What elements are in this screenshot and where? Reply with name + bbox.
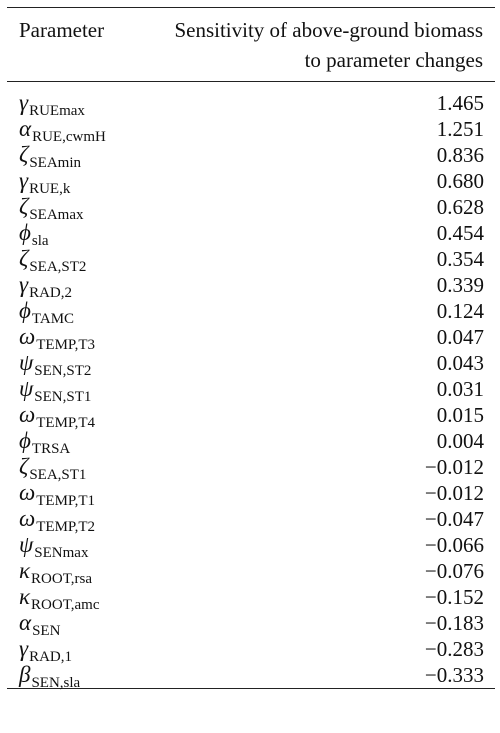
table-row (7, 506, 495, 535)
parameter-subscript: RAD,1 (29, 649, 72, 665)
table-row (7, 480, 495, 509)
parameter-cell (19, 636, 72, 665)
table-row (7, 584, 495, 613)
parameter-subscript: RUEmax (29, 103, 85, 119)
parameter-cell (19, 350, 92, 379)
parameter-symbol: ω (19, 480, 36, 505)
parameter-cell (19, 402, 96, 431)
header-sensitivity-line2: to parameter changes (304, 48, 483, 72)
parameter-cell (19, 272, 72, 301)
sensitivity-value: −0.333 (424, 663, 484, 687)
parameter-subscript: SEN,sla (31, 675, 81, 691)
parameter-symbol: ω (19, 506, 36, 531)
parameter-cell (19, 480, 96, 509)
table-row (7, 116, 495, 145)
sensitivity-value: −0.283 (424, 637, 484, 661)
table-row (7, 220, 495, 249)
sensitivity-value: −0.012 (424, 455, 484, 479)
parameter-symbol: α (19, 116, 32, 141)
table-row (7, 454, 495, 483)
sensitivity-value: 0.354 (436, 247, 484, 271)
table-row (7, 142, 495, 171)
parameter-subscript: TEMP,T4 (36, 415, 96, 431)
parameter-symbol: γ (19, 90, 29, 115)
sensitivity-value: 0.043 (436, 351, 484, 375)
sensitivity-value: 1.251 (436, 117, 484, 141)
table-row (7, 194, 495, 223)
sensitivity-value: −0.076 (424, 559, 484, 583)
parameter-cell (19, 454, 87, 483)
parameter-symbol: ψ (19, 532, 34, 557)
parameter-cell (19, 220, 49, 249)
table-row (7, 532, 495, 561)
table-row (7, 90, 495, 119)
sensitivity-value: 0.015 (436, 403, 484, 427)
table-row (7, 558, 495, 587)
table-row (7, 610, 495, 639)
parameter-subscript: SEA,ST2 (29, 259, 87, 275)
table-row (7, 376, 495, 405)
parameter-subscript: TRSA (31, 441, 71, 457)
parameter-cell (19, 194, 84, 223)
parameter-cell (19, 662, 81, 691)
sensitivity-value: 0.047 (436, 325, 484, 349)
sensitivity-value: −0.012 (424, 481, 484, 505)
parameter-symbol: ω (19, 324, 36, 349)
parameter-subscript: SENmax (34, 545, 89, 561)
header-sensitivity (174, 15, 483, 75)
parameter-subscript: TAMC (31, 311, 75, 327)
parameter-symbol: ζ (19, 142, 29, 167)
sensitivity-value: −0.183 (424, 611, 484, 635)
parameter-cell (19, 116, 106, 145)
sensitivity-value: 0.454 (436, 221, 484, 245)
sensitivity-value: 0.004 (436, 429, 484, 453)
header-parameter: Parameter (19, 18, 105, 42)
parameter-symbol: ζ (19, 246, 29, 271)
parameter-cell (19, 532, 89, 561)
table-body (7, 82, 495, 691)
parameter-symbol: γ (19, 272, 29, 297)
table-row (7, 402, 495, 431)
table-bottom-rule (7, 688, 495, 689)
parameter-subscript: TEMP,T1 (36, 493, 96, 509)
parameter-cell (19, 584, 100, 613)
parameter-cell (19, 298, 75, 327)
parameter-symbol: ψ (19, 350, 34, 375)
parameter-cell (19, 506, 96, 535)
parameter-subscript: ROOT,amc (31, 597, 100, 613)
parameter-symbol: α (19, 610, 32, 635)
parameter-cell (19, 142, 81, 171)
sensitivity-table (7, 7, 495, 689)
table-row (7, 428, 495, 457)
parameter-cell (19, 324, 96, 353)
parameter-cell (19, 376, 92, 405)
parameter-symbol: β (19, 662, 31, 687)
table-row (7, 350, 495, 379)
parameter-symbol: κ (19, 584, 31, 609)
table-row (7, 168, 495, 197)
parameter-cell (19, 428, 71, 457)
header-sensitivity-line1: Sensitivity of above-ground biomass (174, 18, 483, 42)
table-row (7, 662, 495, 691)
sensitivity-value: 0.628 (436, 195, 484, 219)
parameter-subscript: RAD,2 (29, 285, 72, 301)
parameter-symbol: ζ (19, 194, 29, 219)
parameter-subscript: SEAmin (29, 155, 81, 171)
parameter-symbol: ψ (19, 376, 34, 401)
table-row (7, 324, 495, 353)
parameter-cell (19, 558, 93, 587)
sensitivity-value: −0.152 (424, 585, 484, 609)
sensitivity-value: 0.680 (436, 169, 484, 193)
parameter-subscript: SEA,ST1 (29, 467, 87, 483)
table-row (7, 298, 495, 327)
parameter-subscript: RUE,cwmH (32, 129, 106, 145)
parameter-symbol: ω (19, 402, 36, 427)
parameter-subscript: TEMP,T2 (36, 519, 96, 535)
parameter-subscript: SEN (32, 623, 61, 639)
parameter-subscript: ROOT,rsa (31, 571, 93, 587)
sensitivity-value: 0.124 (436, 299, 484, 323)
parameter-symbol: ϕ (19, 428, 31, 453)
parameter-subscript: SEN,ST2 (34, 363, 92, 379)
table-row (7, 272, 495, 301)
parameter-symbol: ϕ (19, 298, 31, 323)
parameter-cell (19, 90, 85, 119)
parameter-symbol: γ (19, 168, 29, 193)
parameter-subscript: RUE,k (29, 181, 71, 197)
sensitivity-value: 0.339 (436, 273, 484, 297)
parameter-subscript: SEN,ST1 (34, 389, 92, 405)
sensitivity-value: 1.465 (436, 91, 484, 115)
sensitivity-value: −0.066 (424, 533, 484, 557)
parameter-symbol: ζ (19, 454, 29, 479)
parameter-cell (19, 610, 61, 639)
table-header (7, 8, 495, 75)
parameter-cell (19, 168, 71, 197)
sensitivity-value: 0.836 (436, 143, 484, 167)
sensitivity-value: −0.047 (424, 507, 484, 531)
sensitivity-value: 0.031 (436, 377, 484, 401)
parameter-symbol: κ (19, 558, 31, 583)
parameter-symbol: ϕ (19, 220, 31, 245)
parameter-symbol: γ (19, 636, 29, 661)
parameter-subscript: SEAmax (29, 207, 84, 223)
table-row (7, 246, 495, 275)
parameter-subscript: TEMP,T3 (36, 337, 96, 353)
table-row (7, 636, 495, 665)
parameter-subscript: sla (31, 233, 49, 249)
parameter-cell (19, 246, 87, 275)
